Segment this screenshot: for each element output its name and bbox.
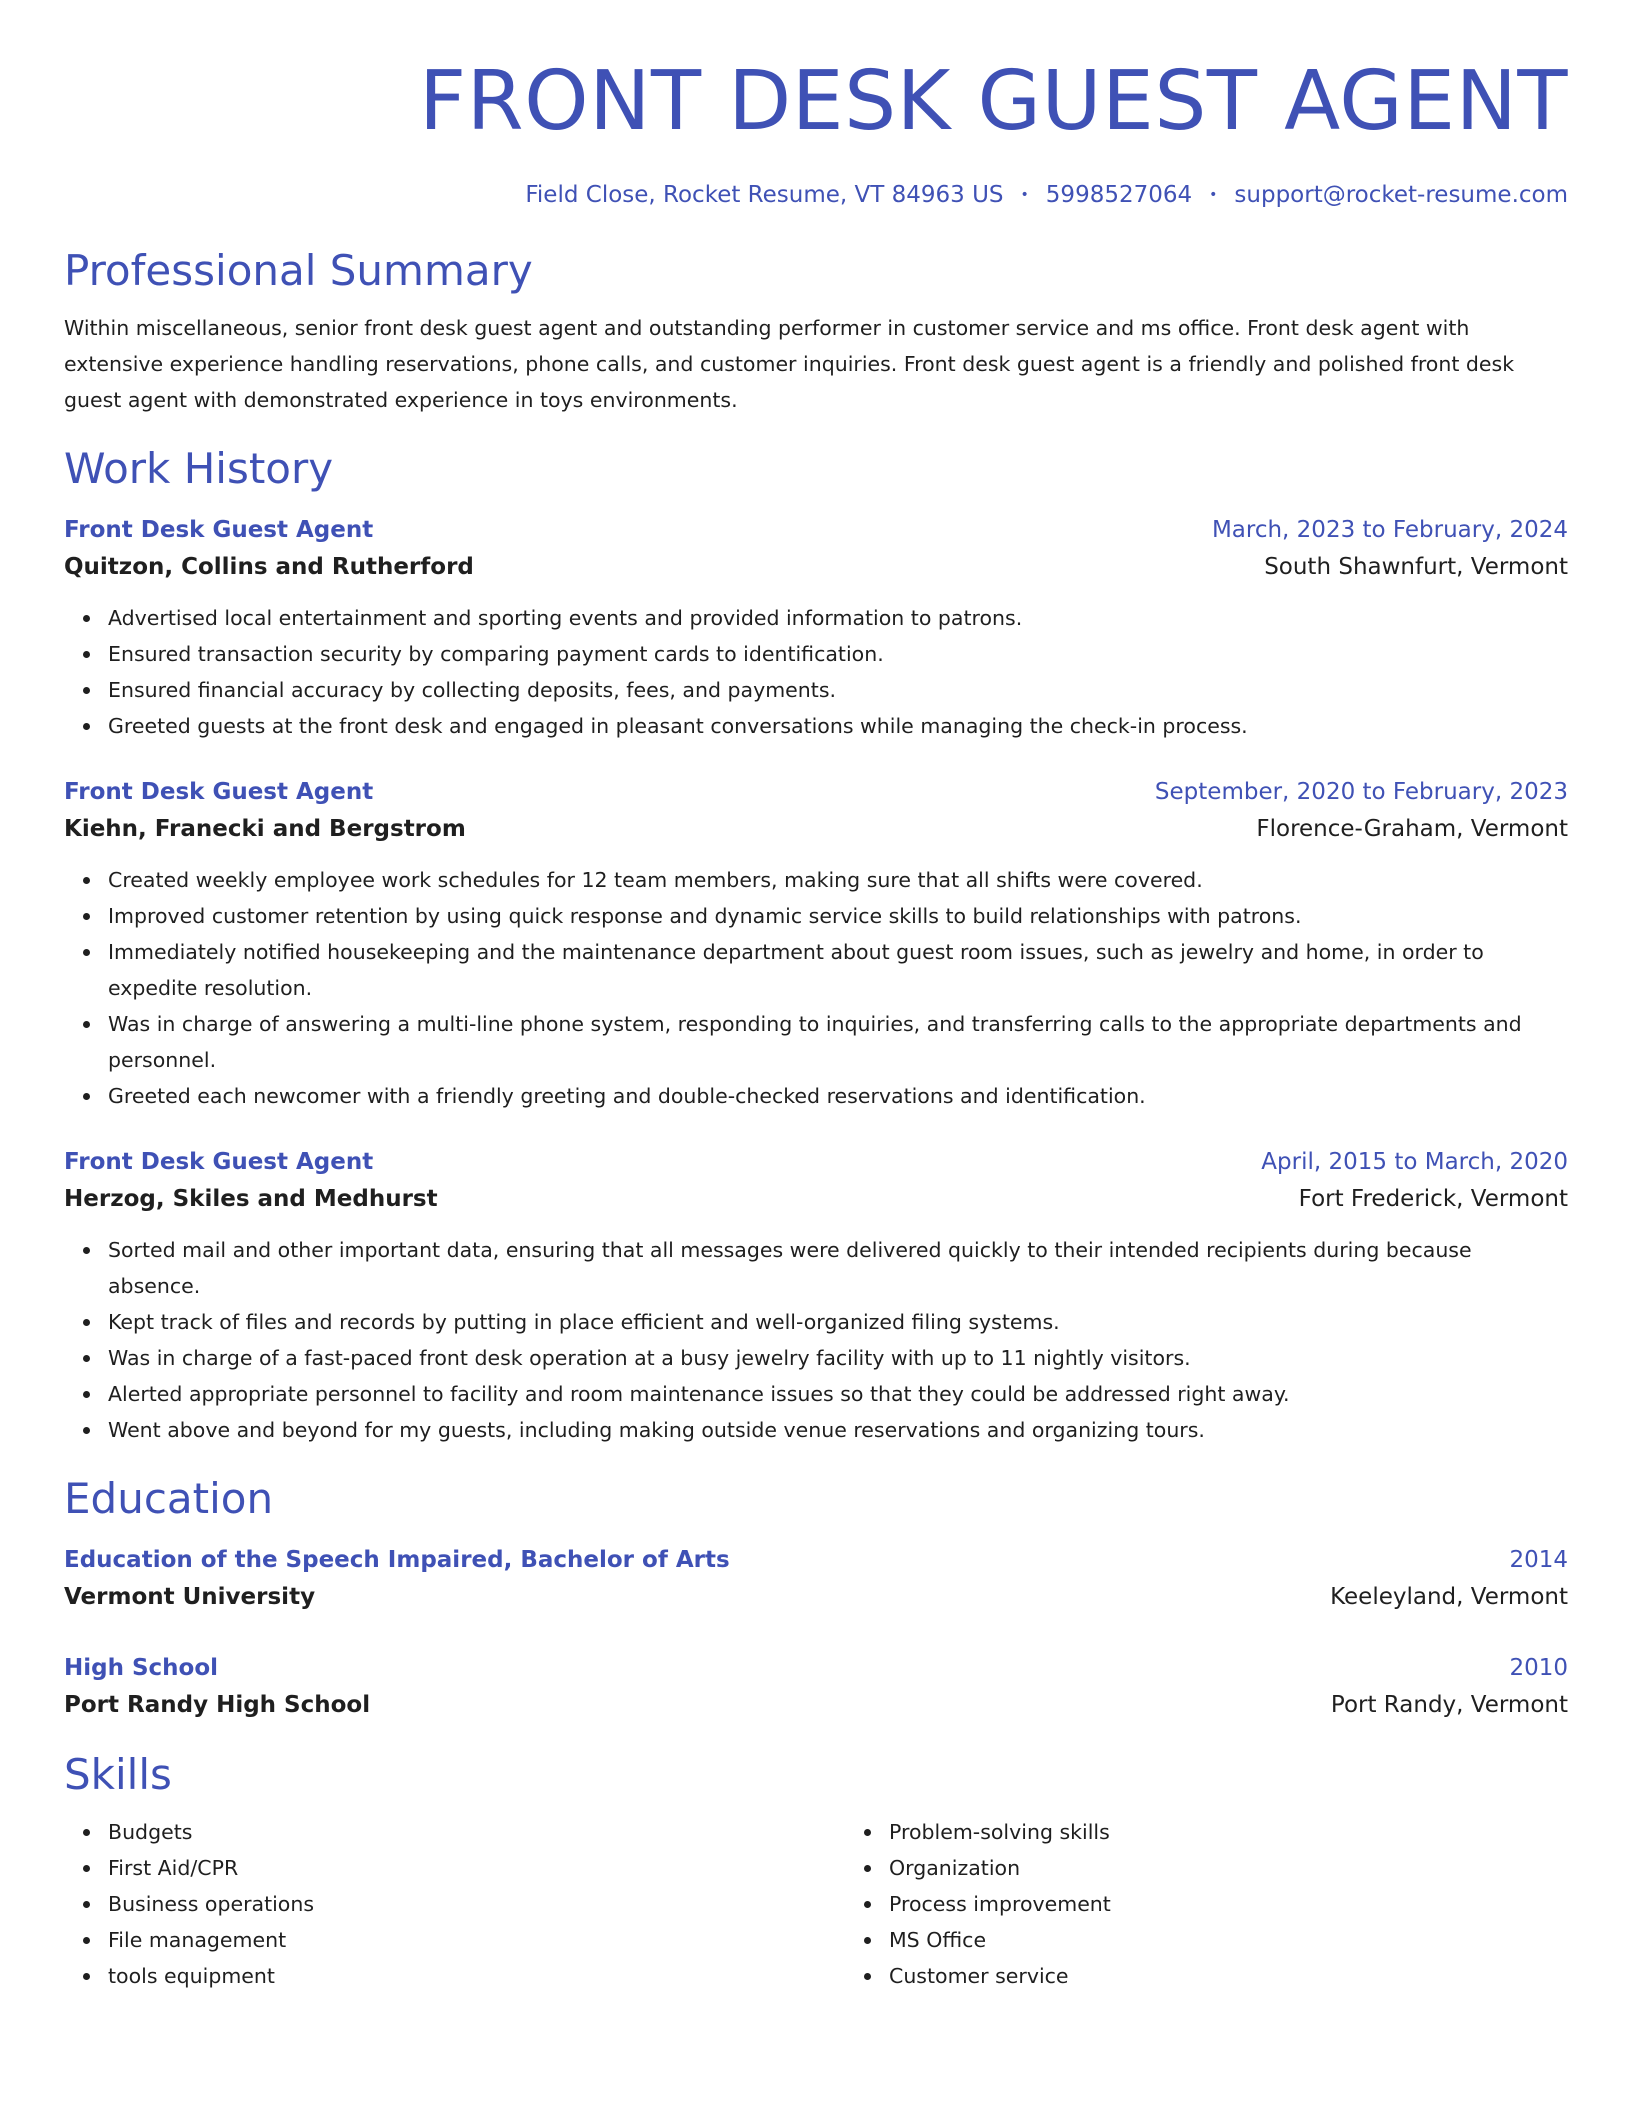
job-entry [64, 774, 1568, 1114]
job-bullets [64, 600, 1568, 744]
skills-heading: Skills [64, 1750, 172, 1799]
job-company: Quitzon, Collins and Rutherford [64, 554, 474, 580]
summary-text: Within miscellaneous, senior front desk guest agent and outstanding performer in customer service and ms office. Front desk agent with extensive experience handling reservations, phone calls, and customer inquiries. Front desk guest agent is a friendly and polished front desk guest agent with demonstrated experience in toys environments. [64, 316, 1515, 412]
job-bullet: Ensured transaction security by comparing payment cards to identification. [108, 636, 1568, 672]
contact-phone: 5998527064 [1045, 182, 1193, 208]
job-bullet: Ensured financial accuracy by collecting deposits, fees, and payments. [108, 672, 1568, 708]
job-bullets [64, 1232, 1568, 1448]
work-history-heading: Work History [64, 444, 334, 493]
job-bullet: Went above and beyond for my guests, including making outside venue reservations and organizing tours. [108, 1412, 1568, 1448]
skill-item: MS Office [889, 1922, 1568, 1958]
job-bullet: Was in charge of answering a multi-line phone system, responding to inquiries, and transferring calls to the appropriate departments and personnel. [108, 1006, 1568, 1078]
job-company: Kiehn, Franecki and Bergstrom [64, 816, 466, 842]
job-bullet: Immediately notified housekeeping and the maintenance department about guest room issues, such as jewelry and home, in order to expedite resolution. [108, 934, 1568, 1006]
job-location: South Shawnfurt, Vermont [1264, 554, 1568, 580]
contact-address: Field Close, Rocket Resume, VT 84963 US [525, 182, 1004, 208]
skill-item: tools equipment [108, 1958, 845, 1994]
education-degree: High School [64, 1655, 219, 1681]
job-title: Front Desk Guest Agent [64, 517, 374, 543]
job-bullet: Was in charge of a fast-paced front desk operation at a busy jewelry facility with up to 11 nightly visitors. [108, 1340, 1568, 1376]
skills-column-left [64, 1814, 845, 1994]
job-location: Fort Frederick, Vermont [1298, 1186, 1568, 1212]
skill-item: Organization [889, 1850, 1568, 1886]
education-school: Port Randy High School [64, 1692, 371, 1718]
job-dates: April, 2015 to March, 2020 [1261, 1149, 1568, 1175]
job-dates: March, 2023 to February, 2024 [1211, 517, 1568, 543]
job-bullet: Improved customer retention by using quick response and dynamic service skills to build relationships with patrons. [108, 898, 1568, 934]
job-entry [64, 1144, 1568, 1448]
resume-header [64, 56, 1568, 210]
skill-item: Process improvement [889, 1886, 1568, 1922]
skill-item: Customer service [889, 1958, 1568, 1994]
job-bullet: Alerted appropriate personnel to facility and room maintenance issues so that they could be addressed right away. [108, 1376, 1568, 1412]
skills-column-right [845, 1814, 1568, 1994]
skills-list [64, 1814, 1568, 1994]
skill-item: Budgets [108, 1814, 845, 1850]
skill-item: File management [108, 1922, 845, 1958]
job-dates: September, 2020 to February, 2023 [1154, 779, 1568, 805]
job-bullets [64, 862, 1568, 1114]
job-bullet: Greeted guests at the front desk and engaged in pleasant conversations while managing the check-in process. [108, 708, 1568, 744]
job-bullet: Created weekly employee work schedules for 12 team members, making sure that all shifts were covered. [108, 862, 1568, 898]
education-school: Vermont University [64, 1584, 316, 1610]
contact-email: support@rocket-resume.com [1234, 182, 1568, 208]
contact-line [64, 180, 1568, 210]
education-location: Keeleyland, Vermont [1330, 1584, 1568, 1610]
job-entry [64, 512, 1568, 744]
education-location: Port Randy, Vermont [1330, 1692, 1568, 1718]
job-bullet: Greeted each newcomer with a friendly greeting and double-checked reservations and identification. [108, 1078, 1568, 1114]
education-heading: Education [64, 1474, 274, 1523]
candidate-name: FRONT DESK GUEST AGENT [418, 54, 1568, 149]
job-company: Herzog, Skiles and Medhurst [64, 1186, 438, 1212]
job-bullet: Kept track of files and records by putting in place efficient and well-organized filing systems. [108, 1304, 1568, 1340]
education-degree: Education of the Speech Impaired, Bachelor of Arts [64, 1547, 730, 1573]
education-year: 2010 [1509, 1655, 1568, 1681]
job-title: Front Desk Guest Agent [64, 1149, 374, 1175]
skill-item: Problem-solving skills [889, 1814, 1568, 1850]
summary-heading: Professional Summary [64, 246, 533, 295]
contact-separator: • [1020, 187, 1029, 203]
job-bullet: Advertised local entertainment and sporting events and provided information to patrons. [108, 600, 1568, 636]
skill-item: Business operations [108, 1886, 845, 1922]
job-bullet: Sorted mail and other important data, ensuring that all messages were delivered quickly to their intended recipients during because absence. [108, 1232, 1568, 1304]
education-entry [64, 1542, 1568, 1616]
job-location: Florence-Graham, Vermont [1256, 816, 1568, 842]
education-entry [64, 1650, 1568, 1724]
education-year: 2014 [1509, 1547, 1568, 1573]
job-title: Front Desk Guest Agent [64, 779, 374, 805]
skill-item: First Aid/CPR [108, 1850, 845, 1886]
contact-separator: • [1209, 187, 1218, 203]
